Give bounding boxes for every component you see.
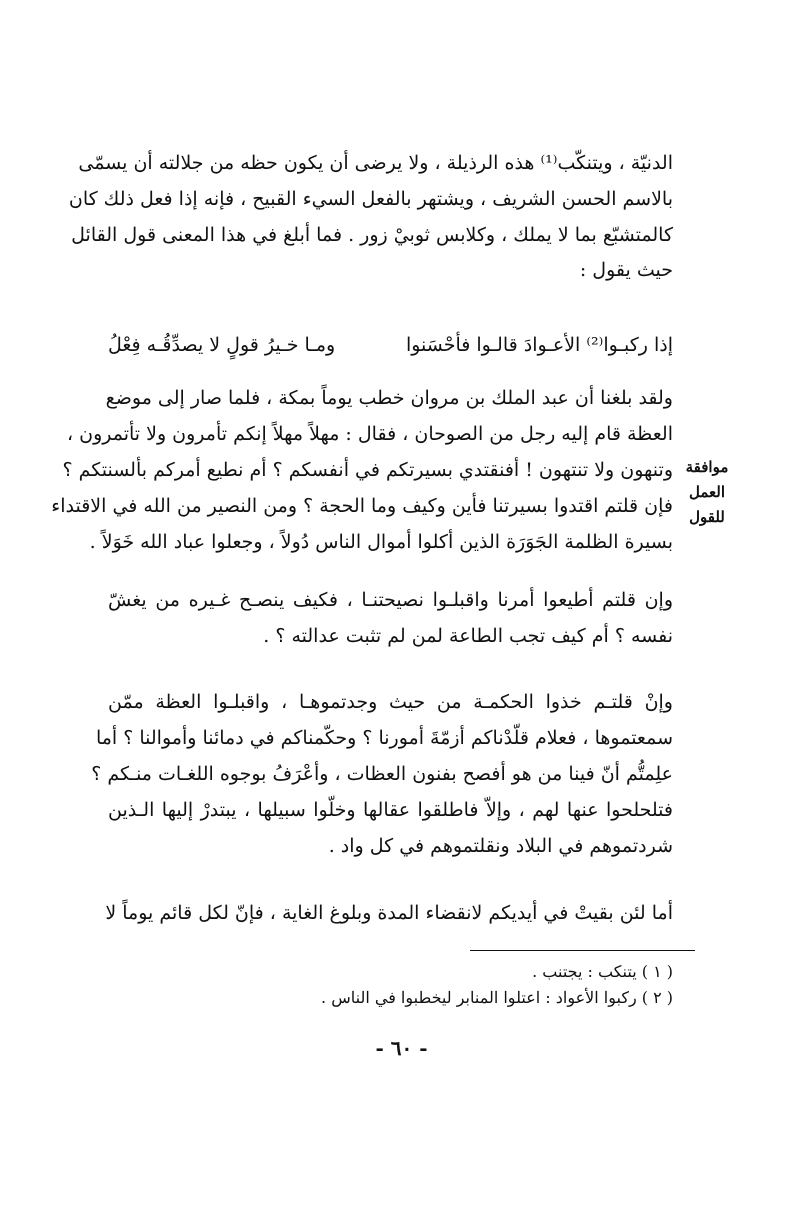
text-line: فإن قلتم اقتدوا بسيرتنا فأين وكيف وما الحجة ؟ ومن النصير من الله في الاقتداء xyxy=(51,495,673,517)
text-line: وتنهون ولا تنتهون ! أفنقتدي بسيرتكم في أنفسكم ؟ أم نطيع أمركم بألسنتكم ؟ xyxy=(62,459,673,481)
text-line: أما لئن بقيتْ في أيديكم لانقضاء المدة وبلوغ الغاية ، فإنّ لكل قائم يوماً لا xyxy=(105,902,673,924)
text-line: وإن قلتم أطيعوا أمرنا واقبلـوا نصيحتنـا ، فكيف ينصـح غـيره من يغشّ xyxy=(108,589,673,611)
margin-note xyxy=(677,455,737,530)
poem-second-hemistich: ومـا خـيرُ قولٍ لا يصدِّقُـه فِعْلُ xyxy=(108,334,336,356)
margin-note-line: للقول xyxy=(689,508,725,526)
text-line: الدنيّة ، ويتنكّب⁽¹⁾ هذه الرذيلة ، ولا يرضى أن يكون حظه من جلالته أن يسمّى xyxy=(78,152,673,174)
poem-first-hemistich: إذا ركبـوا⁽²⁾ الأعـوادَ قالـوا فأحْسَنوا xyxy=(405,334,673,356)
text-line: سمعتموها ، فعلام قلّدْناكم أزمّةَ أمورنا ؟ وحكّمناكم في دمائنا وأموالنا ؟ أما xyxy=(95,727,673,749)
text-line: علِمتُّم أنّ فينا من هو أفصح بفنون العظات ، وأعْرَفُ بوجوه اللغـات منـكم ؟ xyxy=(91,763,673,785)
footnote: ( ٢ ) ركبوا الأعواد : اعتلوا المنابر ليخطبوا في الناس . xyxy=(321,988,673,1007)
text-line: العظة قام إليه رجل من الصوحان ، فقال : مهلاً مهلاً إنكم تأمرون ولا تأتمرون ، xyxy=(66,423,673,445)
footnote: ( ١ ) يتنكب : يجتنب . xyxy=(532,962,673,981)
margin-note-line: العمل xyxy=(688,483,725,501)
text-line: شردتموهم في البلاد ونقلتموهم في كل واد . xyxy=(328,835,673,857)
margin-note-line: موافقة xyxy=(685,458,729,476)
text-line: وإنْ قلتـم خذوا الحكمـة من حيث وجدتموهـا ، واقبلـوا العظة ممّن xyxy=(108,691,673,713)
page-number: - ٦٠ - xyxy=(375,1036,428,1060)
text-line: كالمتشبّع بما لا يملك ، وكلابس ثوبيْ زور . فما أبلغ في هذا المعنى قول القائل xyxy=(71,224,673,246)
text-line: ولقد بلغنا أن عبد الملك بن مروان خطب يوماً بمكة ، فلما صار إلى موضع xyxy=(105,387,673,409)
text-line: فتلحلحوا عنها لهم ، وإلاّ فاطلقوا عقالها وخلّوا سبيلها ، يبتدرْ إليها الـذين xyxy=(108,799,673,821)
text-line: نفسه ؟ أم كيف تجب الطاعة لمن لم تثبت عدالته ؟ . xyxy=(263,625,673,647)
text-line: بسيرة الظلمة الجَوَرَة الذين أكلوا أموال الناس دُولاً ، وجعلوا عباد الله خَوَلاً . xyxy=(89,531,673,553)
text-line: حيث يقول : xyxy=(579,259,673,281)
text-line: بالاسم الحسن الشريف ، ويشتهر بالفعل السيء القبيح ، فإنه إذا فعل ذلك كان xyxy=(68,188,673,210)
footnote-divider xyxy=(470,950,695,951)
